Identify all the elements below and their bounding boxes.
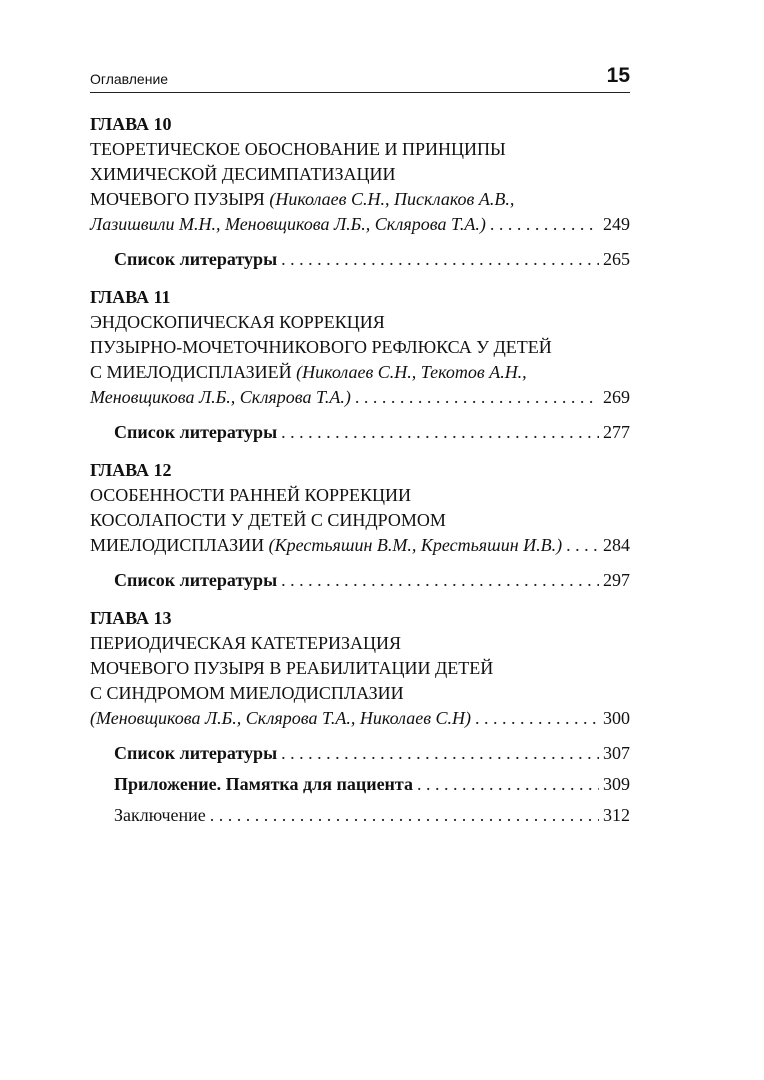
references-entry[interactable] (90, 741, 630, 766)
dot-leader (281, 247, 599, 272)
dot-leader (281, 568, 599, 593)
references-label: Список литературы (114, 249, 278, 269)
page-number: 277 (603, 422, 630, 442)
chapter-13 (90, 606, 630, 828)
page-number: 269 (603, 387, 630, 407)
chapter-title-last (90, 533, 562, 558)
appendix-entry[interactable] (90, 772, 630, 797)
chapter-authors: (Николаев С.Н., Текотов А.Н., (296, 362, 527, 382)
running-header (90, 60, 630, 93)
chapter-authors: Лазишвили М.Н., Меновщикова Л.Б., Склярова Т.А.) (90, 214, 486, 234)
header-title: Оглавление (90, 71, 169, 87)
chapter-title-line: ХИМИЧЕСКОЙ ДЕСИМПАТИЗАЦИИ (90, 164, 396, 184)
dot-leader (417, 772, 599, 797)
chapter-10 (90, 112, 630, 272)
page-number: 297 (603, 570, 630, 590)
conclusion-entry[interactable] (90, 803, 630, 828)
chapter-authors: Меновщикова Л.Б., Склярова Т.А.) (90, 387, 351, 407)
chapter-12 (90, 458, 630, 593)
chapter-title-line: С СИНДРОМОМ МИЕЛОДИСПЛАЗИИ (90, 683, 404, 703)
chapter-title-line: ПЕРИОДИЧЕСКАЯ КАТЕТЕРИЗАЦИЯ (90, 633, 402, 653)
page-number: 309 (603, 774, 630, 794)
chapter-label: ГЛАВА 11 (90, 287, 171, 307)
chapter-title-last: С МИЕЛОДИСПЛАЗИЕЙ (90, 362, 292, 382)
appendix-label: Приложение. Памятка для пациента (114, 774, 413, 794)
chapter-11 (90, 285, 630, 445)
toc-entry[interactable] (90, 212, 630, 237)
references-label: Список литературы (114, 570, 278, 590)
page-number: 312 (603, 805, 630, 825)
page-number: 307 (603, 743, 630, 763)
chapter-authors: (Николаев С.Н., Писклаков А.В., (269, 189, 515, 209)
conclusion-label: Заключение (114, 805, 206, 825)
toc-content (90, 112, 630, 841)
chapter-title-line: КОСОЛАПОСТИ У ДЕТЕЙ С СИНДРОМОМ (90, 510, 446, 530)
chapter-title-last: МОЧЕВОГО ПУЗЫРЯ (90, 189, 265, 209)
chapter-title-line: МОЧЕВОГО ПУЗЫРЯ В РЕАБИЛИТАЦИИ ДЕТЕЙ (90, 658, 494, 678)
dot-leader (281, 741, 599, 766)
dot-leader (490, 212, 599, 237)
chapter-label: ГЛАВА 10 (90, 114, 172, 134)
references-label: Список литературы (114, 422, 278, 442)
header-page-number: 15 (606, 64, 630, 87)
dot-leader (566, 533, 599, 558)
references-entry[interactable] (90, 247, 630, 272)
toc-entry[interactable] (90, 533, 630, 558)
page-number: 284 (603, 535, 630, 555)
chapter-title-line (90, 187, 630, 212)
chapter-title-last-text: МИЕЛОДИСПЛАЗИИ (90, 535, 265, 555)
chapter-label: ГЛАВА 13 (90, 608, 172, 628)
references-entry[interactable] (90, 568, 630, 593)
page-number: 249 (603, 214, 630, 234)
chapter-label: ГЛАВА 12 (90, 460, 172, 480)
dot-leader (281, 420, 599, 445)
dot-leader (355, 385, 599, 410)
chapter-authors: (Меновщикова Л.Б., Склярова Т.А., Николаев С.Н) (90, 708, 472, 728)
dot-leader (210, 803, 599, 828)
references-label: Список литературы (114, 743, 278, 763)
toc-entry[interactable] (90, 385, 630, 410)
references-entry[interactable] (90, 420, 630, 445)
page-number: 265 (603, 249, 630, 269)
chapter-title-line: ТЕОРЕТИЧЕСКОЕ ОБОСНОВАНИЕ И ПРИНЦИПЫ (90, 139, 506, 159)
chapter-title-line: ОСОБЕННОСТИ РАННЕЙ КОРРЕКЦИИ (90, 485, 412, 505)
dot-leader (475, 706, 599, 731)
chapter-title-line: ЭНДОСКОПИЧЕСКАЯ КОРРЕКЦИЯ (90, 312, 385, 332)
toc-entry[interactable] (90, 706, 630, 731)
chapter-title-line (90, 360, 630, 385)
chapter-title-line: ПУЗЫРНО-МОЧЕТОЧНИКОВОГО РЕФЛЮКСА У ДЕТЕЙ (90, 337, 552, 357)
page-number: 300 (603, 708, 630, 728)
chapter-authors: (Крестьяшин В.М., Крестьяшин И.В.) (268, 535, 563, 555)
